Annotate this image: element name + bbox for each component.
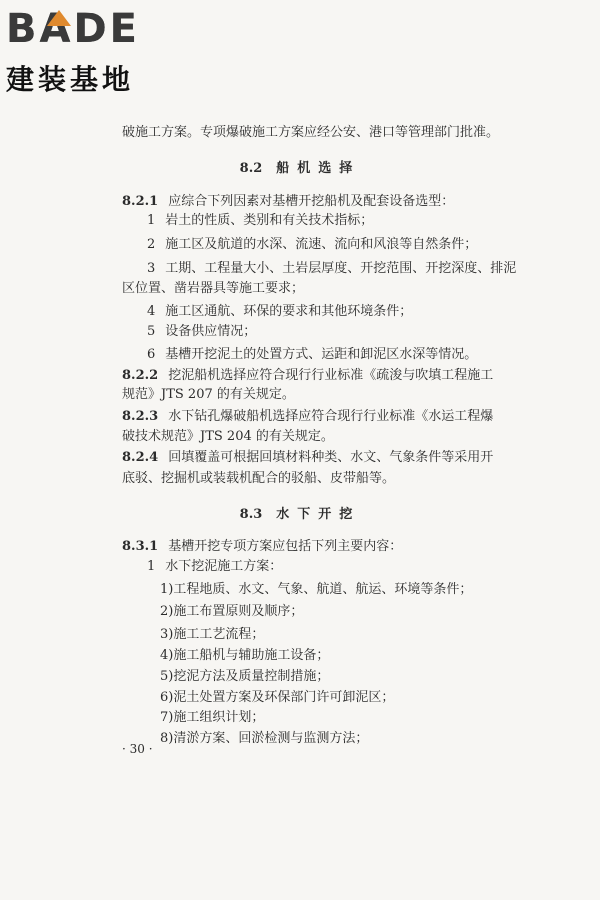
clause-text: 应综合下列因素对基槽开挖船机及配套设备选型： — [168, 194, 455, 209]
clause-continuation: 规范》JTS 207 的有关规定。 — [122, 387, 295, 402]
section-number: 8.2 — [239, 161, 263, 176]
clause-8-2-3: 8.2.3 水下钻孔爆破船机选择应符合现行行业标准《水运工程爆 — [122, 409, 494, 424]
bade-logo — [6, 4, 176, 94]
page-number: · 30 · — [122, 742, 153, 756]
section-8-3-heading — [0, 506, 600, 524]
clause-8-3-1: 8.3.1 基槽开挖专项方案应包括下列主要内容： — [122, 539, 403, 554]
clause-continuation: 破技术规范》JTS 204 的有关规定。 — [122, 429, 334, 444]
sub-list-item: 4)施工船机与辅助施工设备； — [160, 648, 330, 663]
sub-list-item: 6)泥土处置方案及环保部门许可卸泥区； — [160, 690, 395, 705]
sub-list-item: 1)工程地质、水文、气象、航道、航运、环境等条件； — [160, 582, 473, 597]
logo-brand-text: BADE — [6, 6, 140, 52]
list-item: 1 岩土的性质、类别和有关技术指标； — [147, 213, 374, 228]
intro-line: 破施工方案。专项爆破施工方案应经公安、港口等管理部门批准。 — [122, 125, 500, 140]
list-item-continuation: 区位置、凿岩器具等施工要求； — [122, 281, 305, 296]
sub-list-item: 8)清淤方案、回淤检测与监测方法； — [160, 731, 369, 746]
clause-8-2-1 — [122, 193, 454, 211]
sub-list-item: 3)施工工艺流程； — [160, 627, 265, 642]
sub-list-item: 2)施工布置原则及顺序； — [160, 604, 304, 619]
sub-list-item: 7)施工组织计划； — [160, 710, 265, 725]
list-item: 5 设备供应情况； — [147, 324, 257, 339]
logo-subtitle: 建装基地 — [6, 63, 135, 96]
logo-wordmark — [6, 4, 176, 54]
clause-continuation: 底驳、挖掘机或装载机配合的驳船、皮带船等。 — [122, 471, 396, 486]
logo-roof-icon — [47, 10, 71, 26]
list-item: 1 水下挖泥施工方案： — [147, 559, 283, 574]
section-title: 水下开挖 — [276, 507, 361, 522]
list-item: 6 基槽开挖泥土的处置方式、运距和卸泥区水深等情况。 — [147, 347, 478, 362]
section-title: 船机选择 — [276, 161, 361, 176]
list-item: 4 施工区通航、环保的要求和其他环境条件； — [147, 304, 413, 319]
section-8-2-heading — [0, 160, 600, 178]
section-number: 8.3 — [239, 507, 263, 522]
clause-number: 8.2.1 — [122, 194, 159, 209]
clause-8-2-2: 8.2.2 挖泥船机选择应符合现行行业标准《疏浚与吹填工程施工 — [122, 368, 494, 383]
sub-list-item: 5)挖泥方法及质量控制措施； — [160, 669, 330, 684]
list-item: 3 工期、工程量大小、土岩层厚度、开挖范围、开挖深度、排泥 — [147, 261, 517, 276]
clause-8-2-4: 8.2.4 回填覆盖可根据回填材料种类、水文、气象条件等采用开 — [122, 450, 494, 465]
list-item: 2 施工区及航道的水深、流速、流向和风浪等自然条件； — [147, 237, 478, 252]
